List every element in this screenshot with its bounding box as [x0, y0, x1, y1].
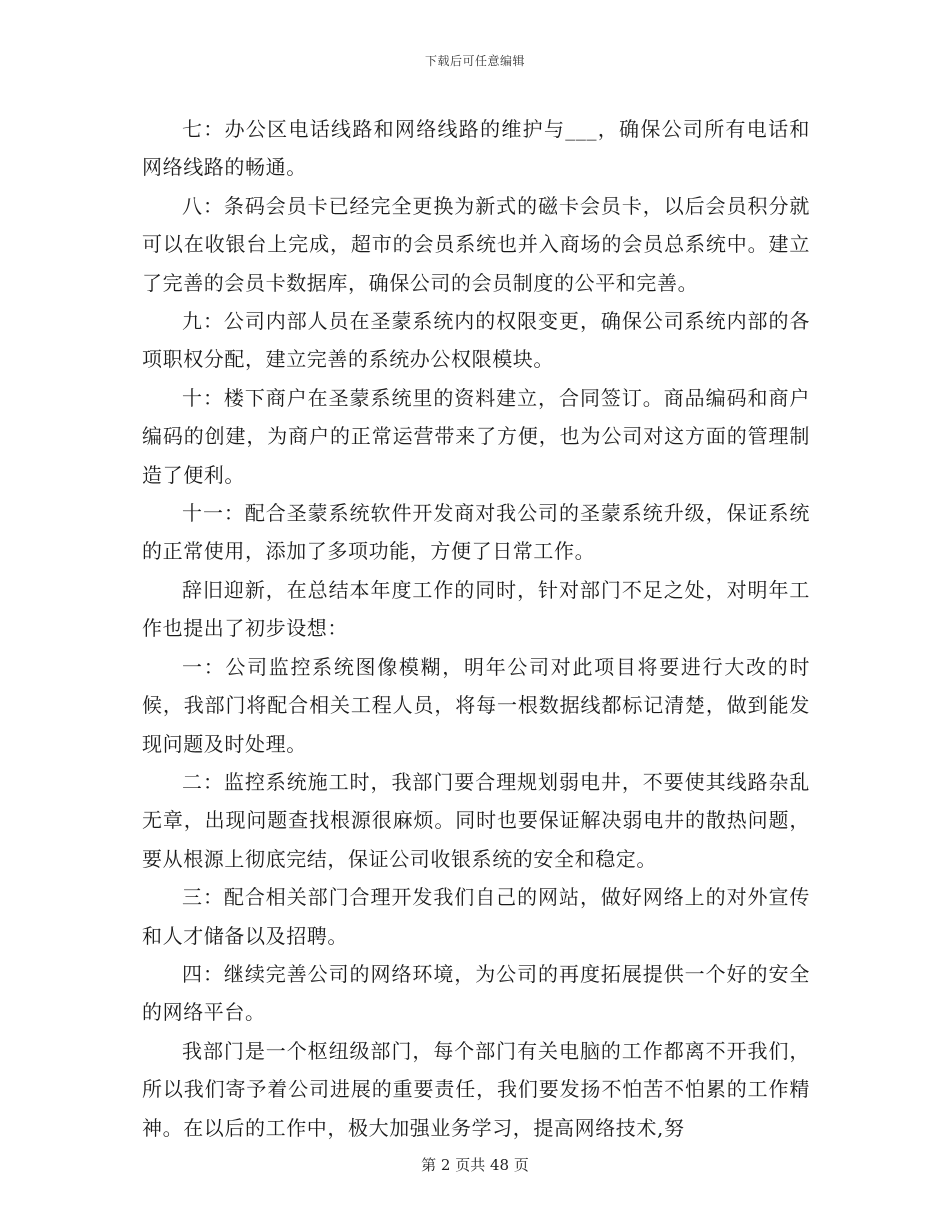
paragraph-plan-1: 一：公司监控系统图像模糊，明年公司对此项目将要进行大改的时候，我部门将配合相关工程人员，将每一根数据线都标记清楚，做到能发现问题及时处理。 — [142, 654, 810, 756]
paragraph-item-8: 八：条码会员卡已经完全更换为新式的磁卡会员卡，以后会员积分就可以在收银台上完成，超市的会员系统也并入商场的会员总系统中。建立了完善的会员卡数据库，确保公司的会员制度的公平和完善。 — [142, 193, 810, 295]
document-body — [142, 110, 810, 1147]
page-header: 下载后可任意编辑 — [424, 54, 525, 68]
paragraph-plan-4: 四：继续完善公司的网络环境，为公司的再度拓展提供一个好的安全的网络平台。 — [142, 961, 810, 1025]
paragraph-plan-2: 二：监控系统施工时，我部门要合理规划弱电井，不要使其线路杂乱无章，出现问题查找根源很麻烦。同时也要保证解决弱电井的散热问题，要从根源上彻底完结，保证公司收银系统的安全和稳定。 — [142, 769, 810, 871]
paragraph-item-11: 十一：配合圣蒙系统软件开发商对我公司的圣蒙系统升级，保证系统的正常使用，添加了多项功能，方便了日常工作。 — [142, 501, 810, 564]
paragraph-item-10: 十：楼下商户在圣蒙系统里的资料建立，合同签订。商品编码和商户编码的创建，为商户的正常运营带来了方便，也为公司对这方面的管理制造了便利。 — [142, 385, 810, 487]
paragraph-conclusion: 我部门是一个枢纽级部门，每个部门有关电脑的工作都离不开我们，所以我们寄予着公司进展的重要责任，我们要发扬不怕苦不怕累的工作精神。在以后的工作中，极大加强业务学习，提高网络技术,努 — [142, 1038, 810, 1140]
page-number-footer: 第 2 页共 48 页 — [421, 1156, 529, 1174]
paragraph-item-9: 九：公司内部人员在圣蒙系统内的权限变更，确保公司系统内部的各项职权分配，建立完善的系统办公权限模块。 — [142, 309, 810, 372]
paragraph-plan-intro: 辞旧迎新，在总结本年度工作的同时，针对部门不足之处，对明年工作也提出了初步设想： — [142, 577, 810, 641]
paragraph-item-7: 七：办公区电话线路和网络线路的维护与___，确保公司所有电话和网络线路的畅通。 — [142, 117, 810, 180]
paragraph-plan-3: 三：配合相关部门合理开发我们自己的网站，做好网络上的对外宣传和人才储备以及招聘。 — [142, 885, 810, 948]
